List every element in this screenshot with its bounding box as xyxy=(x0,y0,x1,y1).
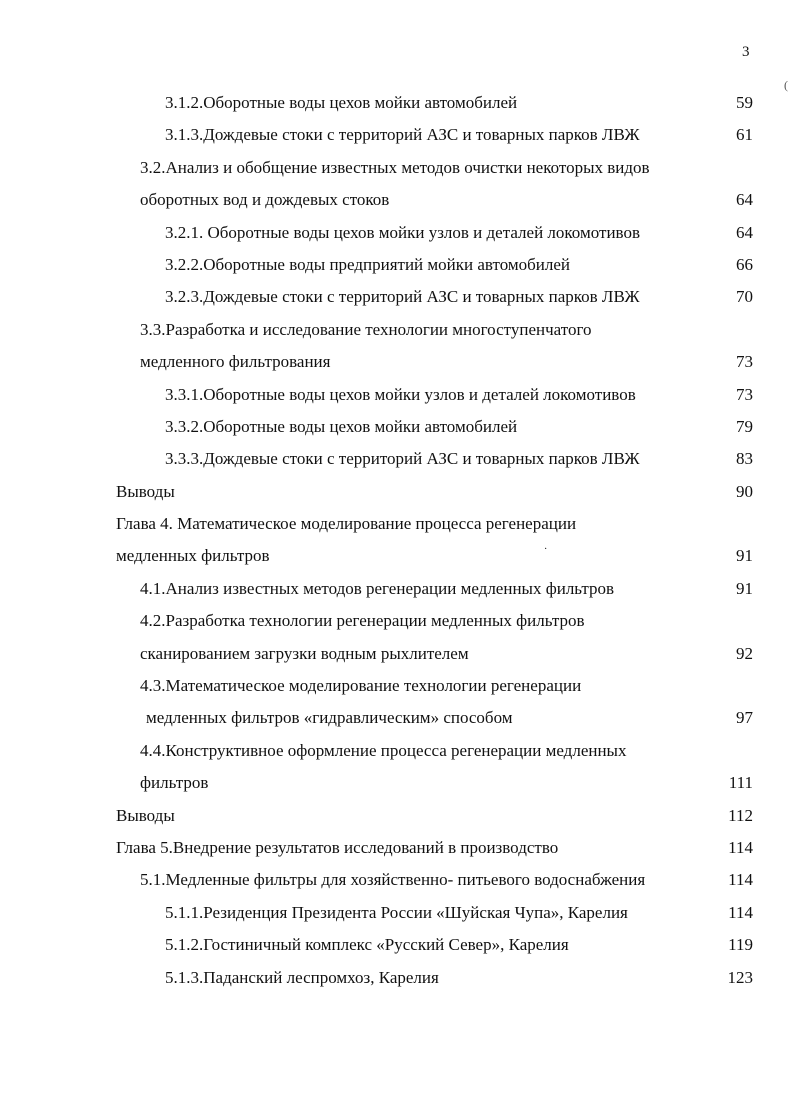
toc-entry-page: 91 xyxy=(736,546,753,566)
toc-entry xyxy=(0,443,793,475)
toc-entry-text: 5.1.2.Гостиничный комплекс «Русский Север», Карелия xyxy=(165,935,569,955)
toc-entry-text: 5.1.Медленные фильтры для хозяйственно- питьевого водоснабжения xyxy=(140,870,646,890)
toc-entry xyxy=(0,573,793,605)
toc-entry xyxy=(0,962,793,994)
toc-entry-page: 119 xyxy=(728,935,753,955)
toc-entry-text: Выводы xyxy=(116,481,175,501)
page-number: 3 xyxy=(742,44,750,60)
toc-entry xyxy=(0,152,793,184)
toc-entry xyxy=(0,638,793,670)
toc-entry-page: 91 xyxy=(736,578,753,598)
toc-entry-page: 79 xyxy=(736,416,753,436)
toc-entry-page: 90 xyxy=(736,481,753,501)
toc-entry-page: 64 xyxy=(736,222,753,242)
toc-entry xyxy=(0,249,793,281)
toc-entry-text: 4.3.Математическое моделирование технологии регенерации xyxy=(140,676,582,696)
toc-entry-page: 114 xyxy=(728,902,753,922)
toc-entry-page: 61 xyxy=(736,125,753,145)
toc-entry-text: 4.4.Конструктивное оформление процесса регенерации медленных xyxy=(140,740,627,760)
toc-entry xyxy=(0,864,793,896)
toc-entry-page: 111 xyxy=(728,773,753,793)
toc-entry-page: 73 xyxy=(736,352,753,372)
toc-entry-page: 92 xyxy=(736,643,753,663)
toc-entry-text: Выводы xyxy=(116,805,175,825)
toc-entry-page: 83 xyxy=(736,449,753,469)
toc-entry-text: 3.3.2.Оборотные воды цехов мойки автомобилей xyxy=(165,416,518,436)
margin-mark: ( xyxy=(784,78,788,92)
toc-entry xyxy=(0,702,793,734)
toc-entry xyxy=(0,476,793,508)
toc-entry xyxy=(0,929,793,961)
toc-entry xyxy=(0,670,793,702)
stray-dot: · xyxy=(544,544,548,555)
toc-entry xyxy=(0,379,793,411)
toc-entry-text: 3.1.2.Оборотные воды цехов мойки автомобилей xyxy=(165,93,518,112)
table-of-contents xyxy=(0,87,793,994)
toc-entry xyxy=(0,735,793,767)
toc-entry xyxy=(0,800,793,832)
toc-entry xyxy=(0,767,793,799)
toc-entry-text: 5.1.1.Резиденция Президента России «Шуйская Чупа», Карелия xyxy=(165,902,628,922)
toc-entry-text: 3.2.1. Оборотные воды цехов мойки узлов и деталей локомотивов xyxy=(165,222,640,242)
toc-entry-text: 3.2.Анализ и обобщение известных методов очистки некоторых видов xyxy=(140,157,650,177)
toc-entry-text: 5.1.3.Паданский леспромхоз, Карелия xyxy=(165,967,439,987)
toc-entry-text: 3.2.2.Оборотные воды предприятий мойки автомобилей xyxy=(165,254,571,274)
toc-entry xyxy=(0,832,793,864)
toc-entry xyxy=(0,508,793,540)
toc-entry-text: 3.3.Разработка и исследование технологии многоступенчатого xyxy=(140,319,592,339)
toc-entry xyxy=(0,217,793,249)
toc-entry-page: 66 xyxy=(736,254,753,274)
toc-entry xyxy=(0,314,793,346)
toc-entry-text: Глава 5.Внедрение результатов исследований в производство xyxy=(116,837,559,857)
toc-entry-text: сканированием загрузки водным рыхлителем xyxy=(140,643,469,663)
toc-entry xyxy=(0,184,793,216)
toc-entry-text: Глава 4. Математическое моделирование процесса регенерации xyxy=(116,514,577,534)
toc-entry xyxy=(0,119,793,151)
toc-entry-text: фильтров xyxy=(140,773,209,793)
toc-entry-text: 3.1.3.Дождевые стоки с территорий АЗС и товарных парков ЛВЖ xyxy=(165,125,640,145)
toc-entry-text: 3.3.3.Дождевые стоки с территорий АЗС и товарных парков ЛВЖ xyxy=(165,449,640,469)
toc-entry xyxy=(0,897,793,929)
toc-entry xyxy=(0,87,793,119)
toc-entry-page: 123 xyxy=(727,967,753,987)
toc-entry-page: 70 xyxy=(736,287,753,307)
toc-entry-text: 3.2.3.Дождевые стоки с территорий АЗС и товарных парков ЛВЖ xyxy=(165,287,640,307)
toc-entry-page: 73 xyxy=(736,384,753,404)
toc-entry-page: 114 xyxy=(728,870,753,890)
toc-entry-page: 114 xyxy=(728,837,753,857)
toc-entry xyxy=(0,346,793,378)
toc-entry xyxy=(0,411,793,443)
toc-entry-page: 97 xyxy=(736,708,753,728)
toc-entry-page: 112 xyxy=(728,805,753,825)
toc-entry-text: медленного фильтрования xyxy=(140,352,331,372)
toc-entry-text: 3.3.1.Оборотные воды цехов мойки узлов и деталей локомотивов xyxy=(165,384,636,404)
toc-entry-text: оборотных вод и дождевых стоков xyxy=(140,190,390,210)
toc-entry-page: 59 xyxy=(736,93,753,112)
toc-entry xyxy=(0,540,793,572)
toc-entry-text: 4.1.Анализ известных методов регенерации медленных фильтров xyxy=(140,578,615,598)
toc-entry xyxy=(0,605,793,637)
toc-entry xyxy=(0,281,793,313)
toc-entry-text: медленных фильтров «гидравлическим» способом xyxy=(146,708,513,728)
toc-entry-text: 4.2.Разработка технологии регенерации медленных фильтров xyxy=(140,611,585,631)
toc-entry-page: 64 xyxy=(736,190,753,210)
toc-entry-text: медленных фильтров xyxy=(116,546,270,566)
